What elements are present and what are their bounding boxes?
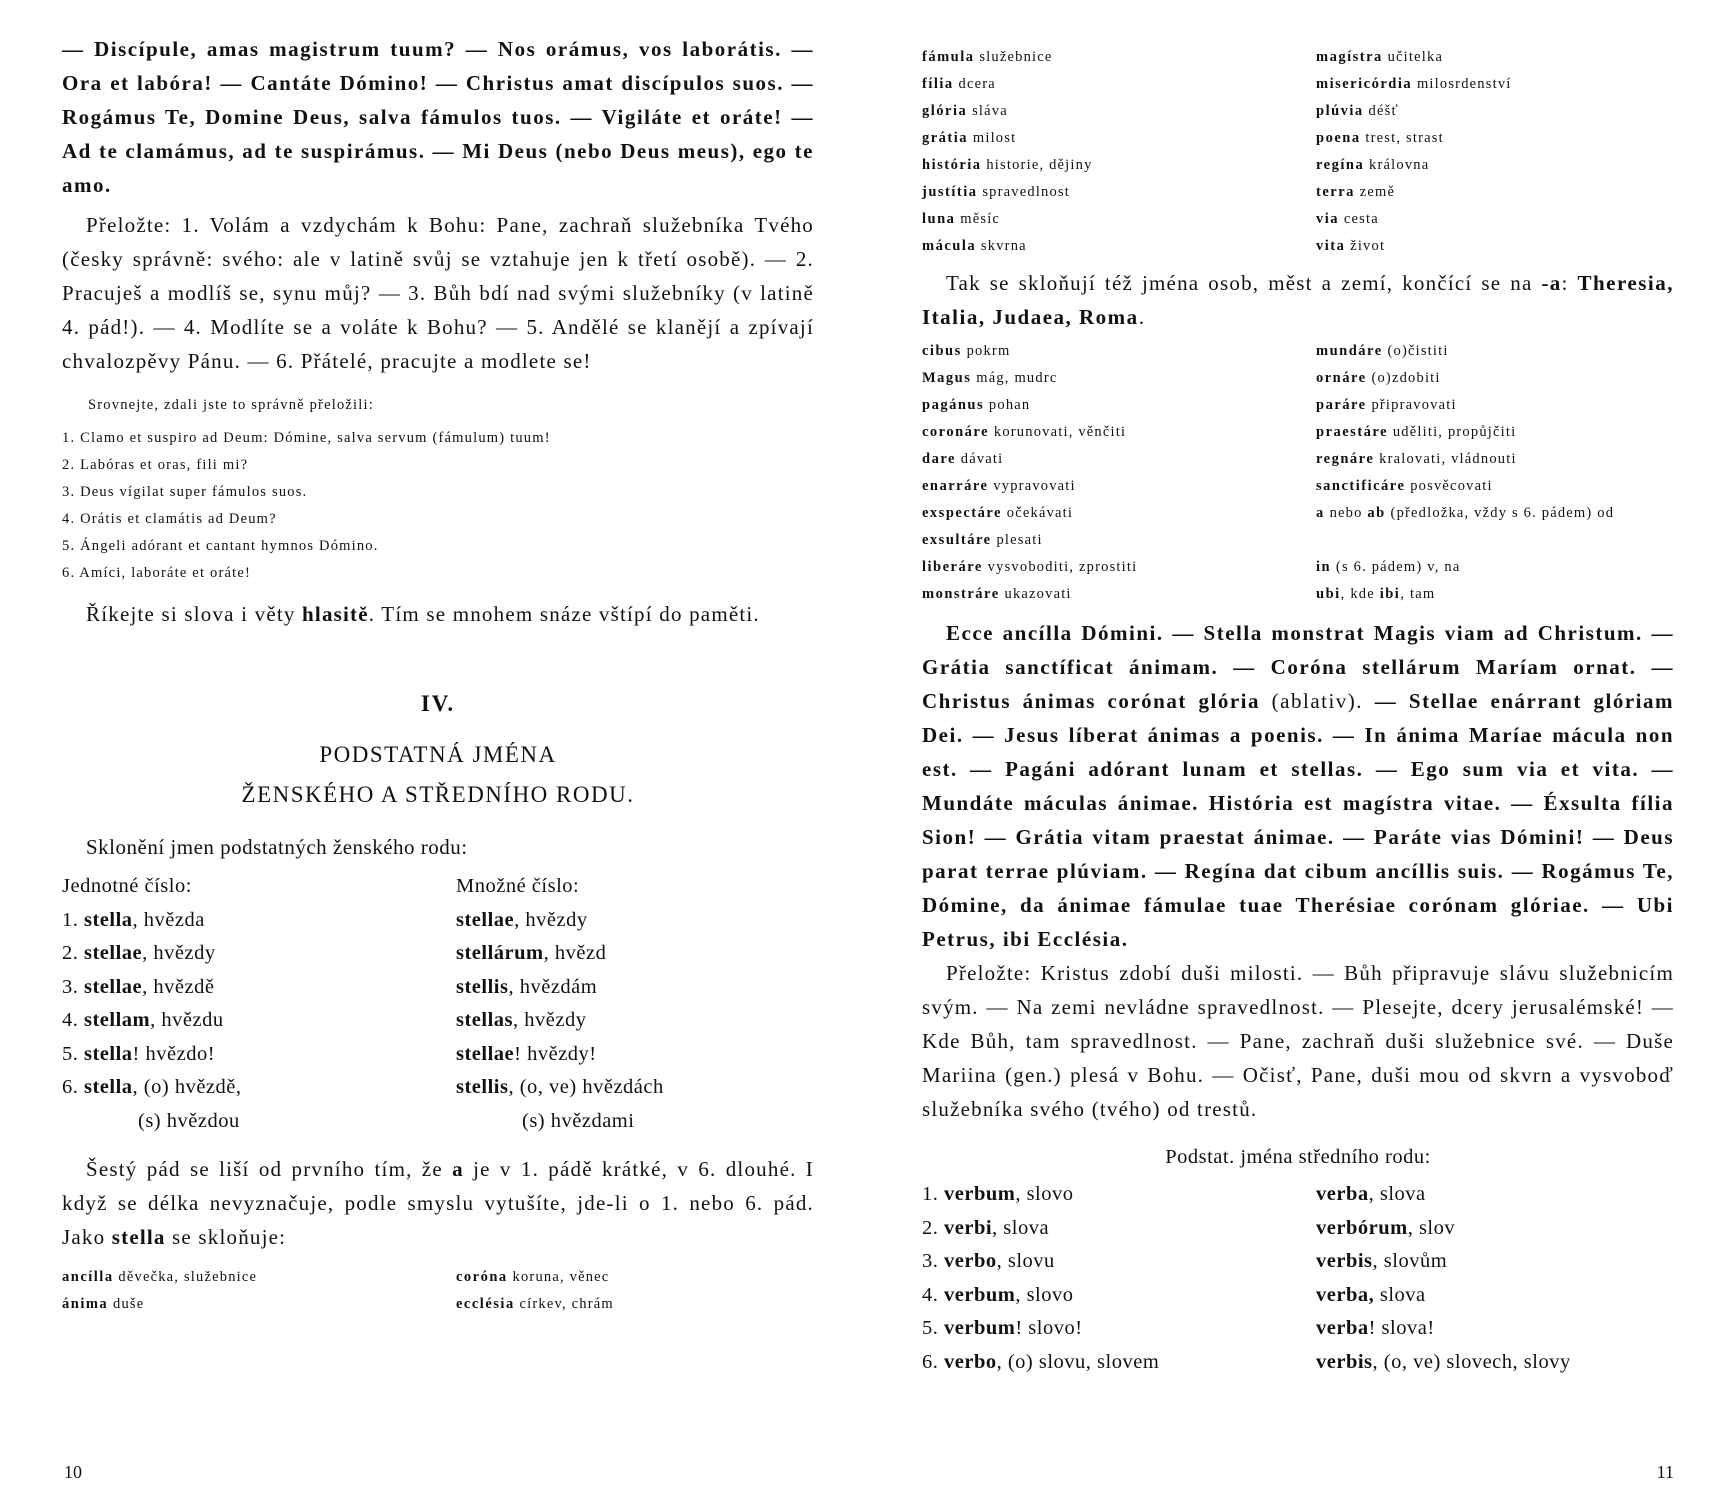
czech-translation: , hvězdám — [508, 975, 598, 998]
czech-meaning: korunovati, věnčiti — [989, 424, 1127, 440]
latin-form: verbo — [944, 1350, 997, 1373]
names-note — [922, 266, 1674, 334]
plural-form — [456, 904, 814, 938]
czech-translation: , (o) slovu, slovem — [996, 1350, 1160, 1373]
vocab-entry — [922, 44, 1316, 71]
latin-word: ornáre — [1316, 370, 1367, 386]
czech-meaning: děvečka, služebnice — [113, 1269, 258, 1285]
vocab-entry — [1316, 233, 1674, 260]
vocab-entry — [1316, 152, 1674, 179]
latin-word: grátia — [922, 130, 969, 146]
latin-word: sanctificáre — [1316, 478, 1406, 494]
vocab-entry — [1316, 179, 1674, 206]
vocab-entry — [1316, 71, 1674, 98]
pronunciation-tip — [62, 597, 814, 631]
singular-form — [62, 904, 456, 938]
czech-meaning: trest, strast — [1360, 130, 1444, 146]
singular-form — [922, 1346, 1316, 1380]
singular-header: Jednotné číslo: — [62, 875, 192, 897]
left-page — [62, 0, 814, 1500]
czech-translation: ! slovo! — [1015, 1317, 1083, 1339]
vocab-entry — [1316, 527, 1674, 554]
czech-translation: , slova — [1368, 1183, 1426, 1205]
latin-word: terra — [1316, 184, 1355, 200]
czech-meaning: měsíc — [955, 211, 1001, 227]
case-number: 6. — [62, 1076, 84, 1098]
plural-form — [456, 937, 814, 971]
singular-form — [922, 1312, 1316, 1346]
page-number: 10 — [64, 1462, 82, 1482]
czech-translation: , (o, ve) hvězdách — [508, 1076, 664, 1098]
latin-word: paráre — [1316, 397, 1367, 413]
latin-form: stellae — [84, 942, 143, 964]
singular-form — [62, 1004, 456, 1038]
note-text: : — [1561, 271, 1569, 295]
latin-text: — Stellae enárrant glóriam Dei. — Jesus líberat ánimas a poenis. — In ánima Maríae mácula non est. — Pagáni adórant lunam et stellas. — Ego sum via et vita. — Mundáte máculas ánimae. História est magístra vitae. — Éxsulta fília Sion! — Grátia vitam praestat ánimae. — Paráte vias Dómini! — Deus parat terrae plúviam. — Regína dat cibum ancíllis suis. — Rogámus Te, Dómine, da ánimae fámulae tuae Therésiae corónam glóriae. — Ubi Petrus, ibi Ecclésia. — [922, 689, 1674, 951]
vocab-entry — [922, 206, 1316, 233]
czech-meaning: dcera — [953, 76, 996, 92]
czech-translation: , hvězdy — [142, 942, 216, 964]
latin-word: poena — [1316, 130, 1361, 146]
czech-meaning: kralovati, vládnouti — [1374, 451, 1517, 467]
latin-word: plúvia — [1316, 103, 1364, 119]
answer-item: 6. Amíci, laboráte et oráte! — [62, 565, 252, 581]
latin-word: Magus — [922, 370, 972, 386]
chapter-number: IV. — [420, 691, 456, 716]
latin-form: verbum — [944, 1317, 1016, 1339]
czech-meaning: sláva — [967, 103, 1008, 119]
vocab-entry — [1316, 125, 1674, 152]
latin-word: glória — [922, 103, 968, 119]
czech-meaning: připravovati — [1366, 397, 1457, 413]
latin-word: justítia — [922, 184, 978, 200]
vocab-entry — [922, 446, 1316, 473]
feminine-declension-table — [62, 870, 814, 1138]
latin-form: verbis — [1316, 1250, 1373, 1272]
vocab-entry — [1316, 500, 1674, 527]
czech-translation: ! hvězdo! — [132, 1042, 216, 1065]
vocab-entry — [1316, 581, 1674, 608]
right-page — [922, 0, 1674, 1500]
translation-exercise-paragraph: Přeložte: 1. Volám a vzdychám k Bohu: Pane, zachraň služebníka Tvého (česky správně: svého: ale v latině svůj se vztahuje jen k třetí osobě). — 2. Pracuješ a modlíš se, synu můj? — 3. Bůh bdí nad svými služebníky (v latině 4. pád!). — 4. Modlíte se a voláte k Bohu? — 5. Andělé se klanějí a zpívají chvalozpěvy Pánu. — 6. Přátelé, pracujte a modlete se! — [62, 213, 814, 373]
answer-item: 3. Deus vígilat super fámulos suos. — [62, 484, 308, 500]
vocab-entry — [922, 554, 1316, 581]
czech-meaning: ukazovati — [999, 586, 1072, 602]
case-number: 5. — [922, 1317, 944, 1339]
latin-word: regnáre — [1316, 451, 1375, 467]
latin-word: vita — [1316, 238, 1346, 254]
latin-form: verbum — [944, 1283, 1016, 1306]
latin-form: verbo — [944, 1250, 997, 1272]
vocab-entry — [922, 98, 1316, 125]
czech-translation: , slovům — [1372, 1250, 1448, 1272]
latin-form: verba, — [1316, 1283, 1375, 1306]
czech-translation: ! hvězdy! — [514, 1042, 597, 1065]
note-text: Šestý pád se liší od prvního tím, že — [86, 1157, 453, 1181]
note-emphasis: stella — [111, 1225, 166, 1249]
grammar-note: (ablativ). — [1260, 689, 1375, 713]
czech-meaning: posvěcovati — [1405, 478, 1493, 494]
latin-word: ánima — [62, 1296, 109, 1312]
declension-intro: Sklonění jmen podstatných ženského rodu: — [86, 835, 468, 859]
czech-translation: , slov — [1407, 1216, 1456, 1239]
czech-meaning: očekávati — [1001, 505, 1074, 521]
translation-exercise-paragraph: Přeložte: Kristus zdobí duši milosti. — Bůh připravuje slávu služebnicím svým. — Na zemi nevládne spravedlnost. — Plesejte, dcery jerusalémské! — Kde Bůh, tam spravedlnost. — Pane, zachraň duši služebnice své. — Duše Mariina (gen.) plesá v Bohu. — Očisť, Pane, duši mou od skvrn a vysvoboď služebníka svého (tvého) od trestů. — [922, 961, 1674, 1121]
vocab-entry — [1316, 419, 1674, 446]
latin-exercise-paragraph — [922, 616, 1674, 956]
latin-word: dare — [922, 451, 956, 467]
vocab-entry — [922, 338, 1316, 365]
latin-word: coróna — [456, 1269, 508, 1285]
czech-translation: , hvězdy — [514, 908, 588, 931]
vocab-entry — [922, 71, 1316, 98]
note-text: se skloňuje: — [165, 1225, 287, 1249]
czech-meaning: země — [1354, 184, 1396, 200]
czech-translation: , slovo — [1015, 1283, 1074, 1306]
answer-list — [62, 425, 814, 587]
czech-meaning: (o)zdobiti — [1366, 370, 1441, 386]
case-number: 4. — [62, 1009, 84, 1031]
singular-form — [922, 1212, 1316, 1246]
latin-form: verba — [1316, 1183, 1369, 1205]
vocab-entry — [1316, 446, 1674, 473]
latin-word: liberáre — [922, 559, 983, 575]
vocab-entry — [1316, 206, 1674, 233]
tip-text: . Tím se mnohem snáze vštípí do paměti. — [368, 602, 760, 626]
latin-form: stellae — [84, 975, 143, 998]
plural-form — [1316, 1346, 1674, 1380]
singular-form-continuation: (s) hvězdou — [138, 1109, 240, 1132]
czech-meaning: pohan — [984, 397, 1031, 413]
latin-word: cibus — [922, 343, 962, 359]
case-number: 4. — [922, 1283, 944, 1306]
latin-word: misericórdia — [1316, 76, 1413, 92]
czech-meaning: královna — [1364, 157, 1430, 173]
latin-form: stella — [84, 1076, 133, 1098]
tip-text: Říkejte si slova i věty — [86, 602, 303, 626]
latin-form: stellae — [456, 908, 515, 931]
czech-translation: , hvězdě — [142, 975, 215, 998]
czech-translation: slova — [1374, 1283, 1426, 1306]
czech-meaning: historie, dějiny — [981, 157, 1093, 173]
latin-exercise-paragraph: — Discípule, amas magistrum tuum? — Nos orámus, vos laborátis. — Ora et labóra! — Cantáte Dómino! — Christus amat discípulos suos. — Rogámus Te, Domine Deus, salva fámulos tuos. — Vigiláte et oráte! — Ad te clamámus, ad te suspirámus. — Mi Deus (nebo Deus meus), ego te amo. — [62, 37, 814, 197]
vocab-entry — [922, 233, 1316, 260]
latin-word: regína — [1316, 157, 1365, 173]
latin-word: mundáre — [1316, 343, 1383, 359]
plural-form — [1316, 1312, 1674, 1346]
czech-meaning: mág, mudrc — [971, 370, 1058, 386]
compare-hint: Srovnejte, zdali jste to správně přeložili: — [88, 397, 374, 413]
neuter-declension-table — [922, 1178, 1674, 1379]
czech-translation: , hvězdu — [150, 1009, 224, 1031]
vocab-entry — [922, 581, 1316, 608]
vocabulary-list — [922, 44, 1674, 260]
plural-form-continuation: (s) hvězdami — [522, 1109, 635, 1132]
czech-translation: , hvězd — [543, 942, 607, 964]
latin-word: fámula — [922, 49, 975, 65]
latin-word: enarráre — [922, 478, 989, 494]
case-number: 1. — [922, 1183, 944, 1205]
czech-meaning: déšť — [1363, 103, 1399, 119]
vocab-entry — [1316, 98, 1674, 125]
case-number: 3. — [922, 1250, 944, 1272]
latin-form: stellas — [456, 1009, 514, 1031]
latin-form: stellis — [456, 975, 509, 998]
latin-word: ancílla — [62, 1269, 114, 1285]
czech-meaning: uděliti, propůjčiti — [1388, 424, 1517, 440]
latin-word: monstráre — [922, 586, 1000, 602]
vocab-entry — [456, 1264, 814, 1291]
singular-form — [922, 1245, 1316, 1279]
czech-meaning: (předložka, vždy s 6. pádem) od — [1385, 505, 1615, 521]
vocab-entry — [1316, 365, 1674, 392]
plural-form — [1316, 1279, 1674, 1313]
latin-word: magístra — [1316, 49, 1383, 65]
sixth-case-note — [62, 1152, 814, 1254]
note-text: Tak se skloňují též jména osob, měst a zemí, končící se na — [946, 271, 1542, 295]
vocabulary-list — [62, 1264, 814, 1318]
vocab-entry — [1316, 392, 1674, 419]
plural-form — [456, 1004, 814, 1038]
plural-form — [1316, 1178, 1674, 1212]
czech-meaning: spravedlnost — [977, 184, 1071, 200]
vocab-entry — [922, 500, 1316, 527]
note-text: je v 1. pádě krátké, v 6. dlouhé. I když se délka nevyznačuje, podle smyslu vytušíte, jde-li o 1. nebo 6. pád. Jako — [62, 1157, 814, 1249]
czech-translation: , slovo — [1015, 1183, 1074, 1205]
case-number: 2. — [62, 942, 84, 964]
singular-form — [62, 937, 456, 971]
czech-translation: , hvězdy — [513, 1009, 587, 1031]
vocab-entry — [922, 473, 1316, 500]
latin-form: stellam — [84, 1009, 151, 1031]
vocab-entry — [1316, 338, 1674, 365]
czech-translation: , hvězda — [132, 908, 205, 931]
chapter-title-line: ŽENSKÉHO A STŘEDNÍHO RODU. — [241, 782, 635, 807]
vocab-entry — [922, 392, 1316, 419]
czech-meaning: vysvoboditi, zprostiti — [982, 559, 1138, 575]
czech-meaning: pokrm — [961, 343, 1011, 359]
vocab-entry — [62, 1291, 456, 1318]
vocab-entry — [456, 1291, 814, 1318]
latin-word: ibi — [1379, 586, 1401, 602]
czech-translation: , (o) hvězdě, — [132, 1076, 242, 1098]
czech-meaning: služebnice — [974, 49, 1053, 65]
chapter-title-line: PODSTATNÁ JMÉNA — [319, 742, 557, 767]
latin-text: Ecce ancílla Dómini. — Stella monstrat Magis viam ad Christum. — Grátia sanctíficat ánimam. — Coróna stellárum Maríam ornat. — Christus ánimas corónat glória — [922, 621, 1674, 713]
czech-meaning: skvrna — [976, 238, 1027, 254]
czech-meaning: duše — [108, 1296, 145, 1312]
latin-form: verbórum — [1316, 1216, 1408, 1239]
czech-meaning: (o)čistiti — [1382, 343, 1449, 359]
latin-word: a — [1316, 505, 1325, 521]
neuter-declension-header: Podstat. jména středního rodu: — [1165, 1146, 1431, 1168]
chapter-title — [62, 735, 814, 815]
latin-word: exspectáre — [922, 505, 1002, 521]
plural-form — [1316, 1212, 1674, 1246]
latin-form: stellis — [456, 1076, 509, 1098]
czech-meaning: život — [1345, 238, 1386, 254]
latin-word: fília — [922, 76, 954, 92]
czech-meaning: vypravovati — [988, 478, 1076, 494]
latin-word: coronáre — [922, 424, 990, 440]
note-emphasis: -a — [1541, 271, 1562, 295]
vocab-entry — [62, 1264, 456, 1291]
note-text: . — [1138, 305, 1146, 329]
vocab-entry — [1316, 44, 1674, 71]
singular-form — [922, 1279, 1316, 1313]
czech-translation: ! slova! — [1368, 1317, 1435, 1339]
latin-form: stella — [84, 1042, 133, 1065]
plural-form — [1316, 1245, 1674, 1279]
latin-word: in — [1316, 559, 1332, 575]
vocab-entry — [1316, 554, 1674, 581]
vocab-entry — [1316, 473, 1674, 500]
plural-form — [456, 1071, 814, 1105]
czech-meaning: milost — [968, 130, 1017, 146]
latin-word: ab — [1367, 505, 1386, 521]
czech-meaning: koruna, věnec — [507, 1269, 610, 1285]
vocab-entry — [922, 179, 1316, 206]
name-examples: Theresia, Italia, Judaea, Roma — [922, 271, 1675, 329]
case-number: 2. — [922, 1216, 944, 1239]
vocab-entry — [922, 125, 1316, 152]
latin-word: história — [922, 157, 982, 173]
singular-form — [62, 1038, 456, 1072]
case-number: 3. — [62, 975, 84, 998]
czech-meaning: učitelka — [1382, 49, 1444, 65]
answer-item: 2. Labóras et oras, fili mi? — [62, 457, 249, 473]
answer-item: 1. Clamo et suspiro ad Deum: Dómine, salva servum (fámulum) tuum! — [62, 430, 551, 446]
latin-word: via — [1316, 211, 1340, 227]
vocab-entry — [922, 527, 1316, 554]
latin-form: verbis — [1316, 1350, 1373, 1373]
czech-translation: , slova — [992, 1216, 1050, 1239]
latin-form: stellárum — [456, 942, 544, 964]
plural-form — [456, 1038, 814, 1072]
case-number: 5. — [62, 1042, 84, 1065]
czech-meaning: plesati — [991, 532, 1043, 548]
czech-meaning: církev, chrám — [514, 1296, 614, 1312]
singular-form — [62, 971, 456, 1005]
czech-meaning: nebo — [1324, 505, 1368, 521]
latin-word: exsultáre — [922, 532, 992, 548]
latin-word: ubi — [1316, 586, 1341, 602]
czech-meaning: milosrdenství — [1412, 76, 1512, 92]
singular-form — [62, 1071, 456, 1105]
czech-meaning: (s 6. pádem) v, na — [1331, 559, 1461, 575]
czech-translation: , slovu — [996, 1250, 1055, 1272]
case-number: 1. — [62, 908, 84, 931]
latin-word: luna — [922, 211, 956, 227]
latin-form: stellae — [456, 1042, 515, 1065]
case-number: 6. — [922, 1350, 944, 1373]
latin-form: verbum — [944, 1183, 1016, 1205]
latin-word: ecclésia — [456, 1296, 515, 1312]
plural-form — [456, 971, 814, 1005]
czech-meaning: dávati — [955, 451, 1004, 467]
czech-meaning: , kde — [1340, 586, 1380, 602]
latin-form: verba — [1316, 1317, 1369, 1339]
answer-item: 4. Orátis et clamátis ad Deum? — [62, 511, 277, 527]
latin-form: verbi — [944, 1216, 993, 1239]
plural-header: Množné číslo: — [456, 875, 580, 897]
answer-item: 5. Ángeli adórant et cantant hymnos Dómino. — [62, 538, 379, 554]
singular-form — [922, 1178, 1316, 1212]
latin-word: mácula — [922, 238, 977, 254]
czech-meaning: , tam — [1400, 586, 1436, 602]
latin-word: praestáre — [1316, 424, 1389, 440]
vocabulary-list — [922, 338, 1674, 608]
page-number: 11 — [1656, 1462, 1674, 1482]
latin-form: stella — [84, 908, 133, 931]
latin-word: pagánus — [922, 397, 985, 413]
tip-emphasis: hlasitě — [302, 602, 369, 626]
note-emphasis: a — [452, 1157, 464, 1181]
czech-meaning: cesta — [1339, 211, 1379, 227]
vocab-entry — [922, 152, 1316, 179]
czech-translation: , (o, ve) slovech, slovy — [1372, 1350, 1571, 1373]
vocab-entry — [922, 419, 1316, 446]
vocab-entry — [922, 365, 1316, 392]
